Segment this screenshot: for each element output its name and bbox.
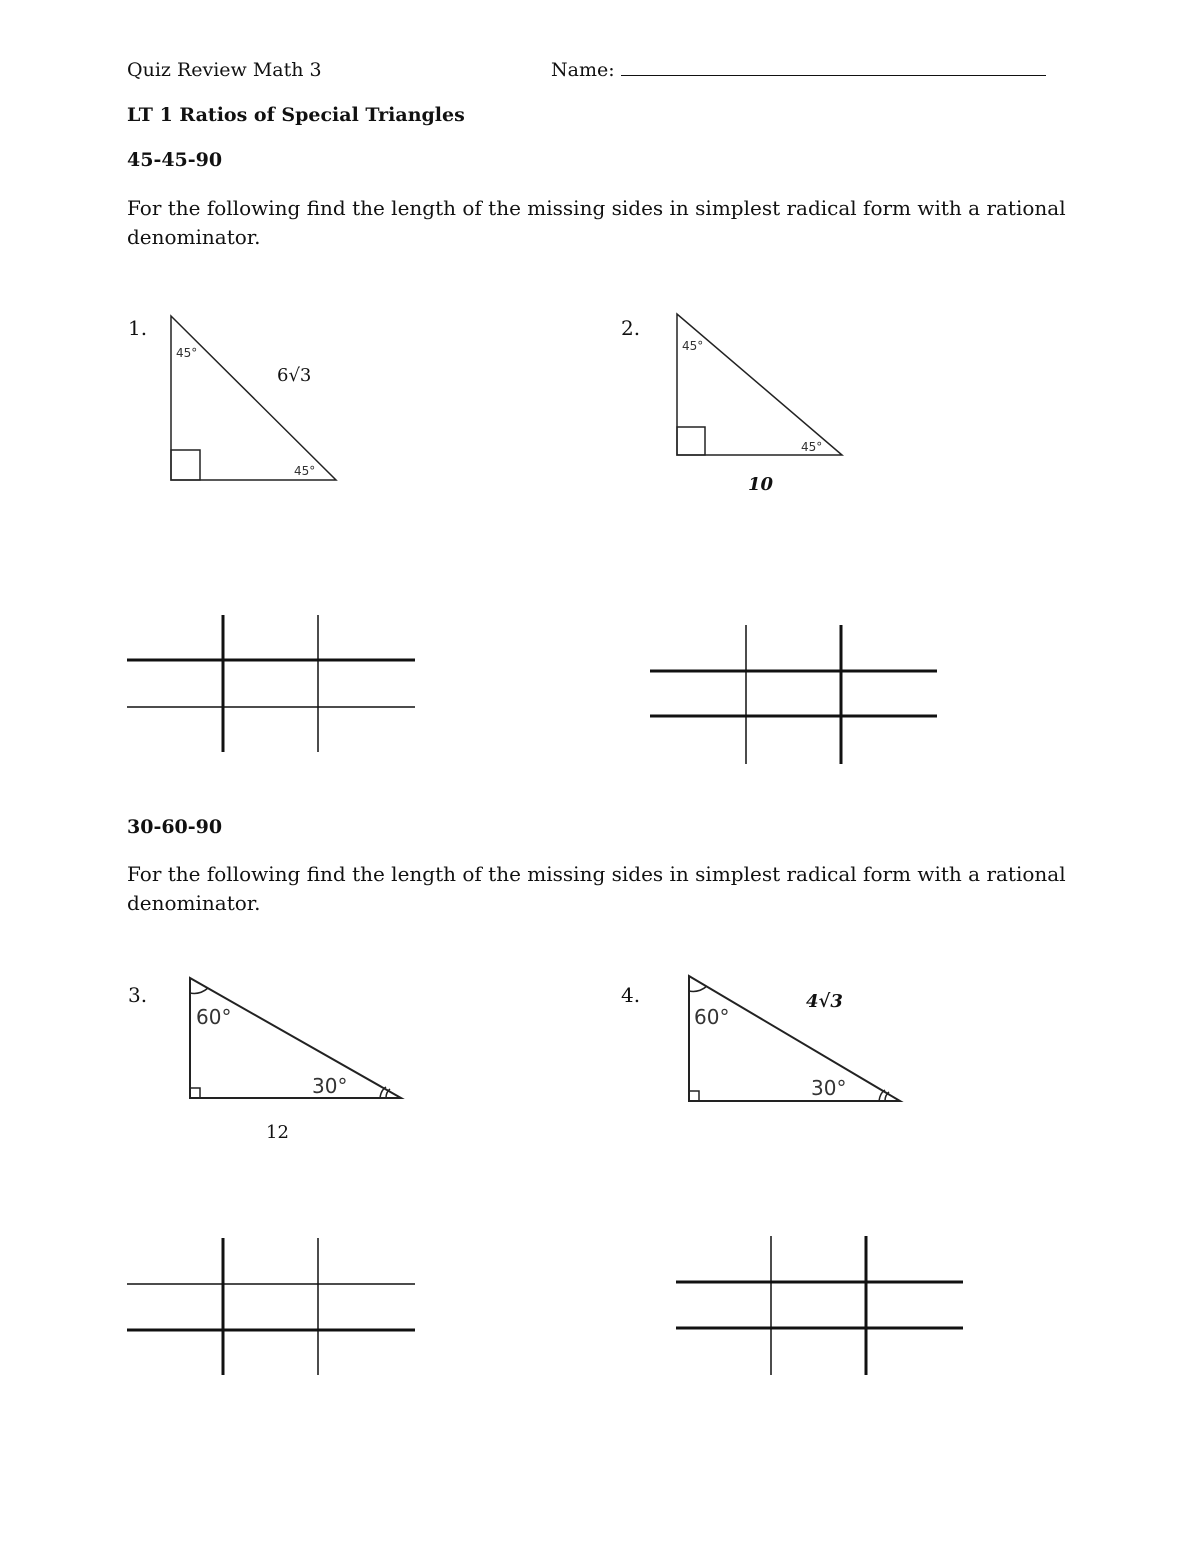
section-instructions: For the following find the length of the missing sides in simplest radical form with a rational denominator. (127, 196, 1066, 249)
section-instructions: For the following find the length of the missing sides in simplest radical form with a rational denominator. (127, 862, 1066, 915)
name-label: Name: (551, 59, 615, 81)
course-title: Quiz Review Math 3 (127, 59, 322, 81)
angle-label-bottom: 30° (312, 1074, 348, 1098)
given-side-base: 12 (266, 1122, 289, 1143)
angle-label-bottom: 45° (294, 464, 316, 478)
angle-label-top: 45° (176, 346, 198, 360)
learning-target-heading: LT 1 Ratios of Special Triangles (127, 104, 465, 126)
given-side-hypotenuse: 6√3 (277, 365, 312, 386)
given-side-hypotenuse: 4√3 (806, 991, 843, 1012)
problem-number-1: 1. (128, 316, 148, 340)
angle-label-bottom: 30° (811, 1076, 847, 1100)
angle-label-top: 60° (694, 1005, 730, 1029)
problem-number-4: 4. (621, 983, 641, 1007)
section-heading-30-60-90: 30-60-90 (127, 816, 223, 838)
section-heading-45-45-90: 45-45-90 (127, 149, 223, 171)
angle-label-bottom: 45° (801, 440, 823, 454)
angle-label-top: 60° (196, 1005, 232, 1029)
angle-label-top: 45° (682, 339, 704, 353)
problem-number-3: 3. (128, 983, 148, 1007)
problem-number-2: 2. (621, 316, 641, 340)
given-side-base: 10 (748, 474, 774, 495)
